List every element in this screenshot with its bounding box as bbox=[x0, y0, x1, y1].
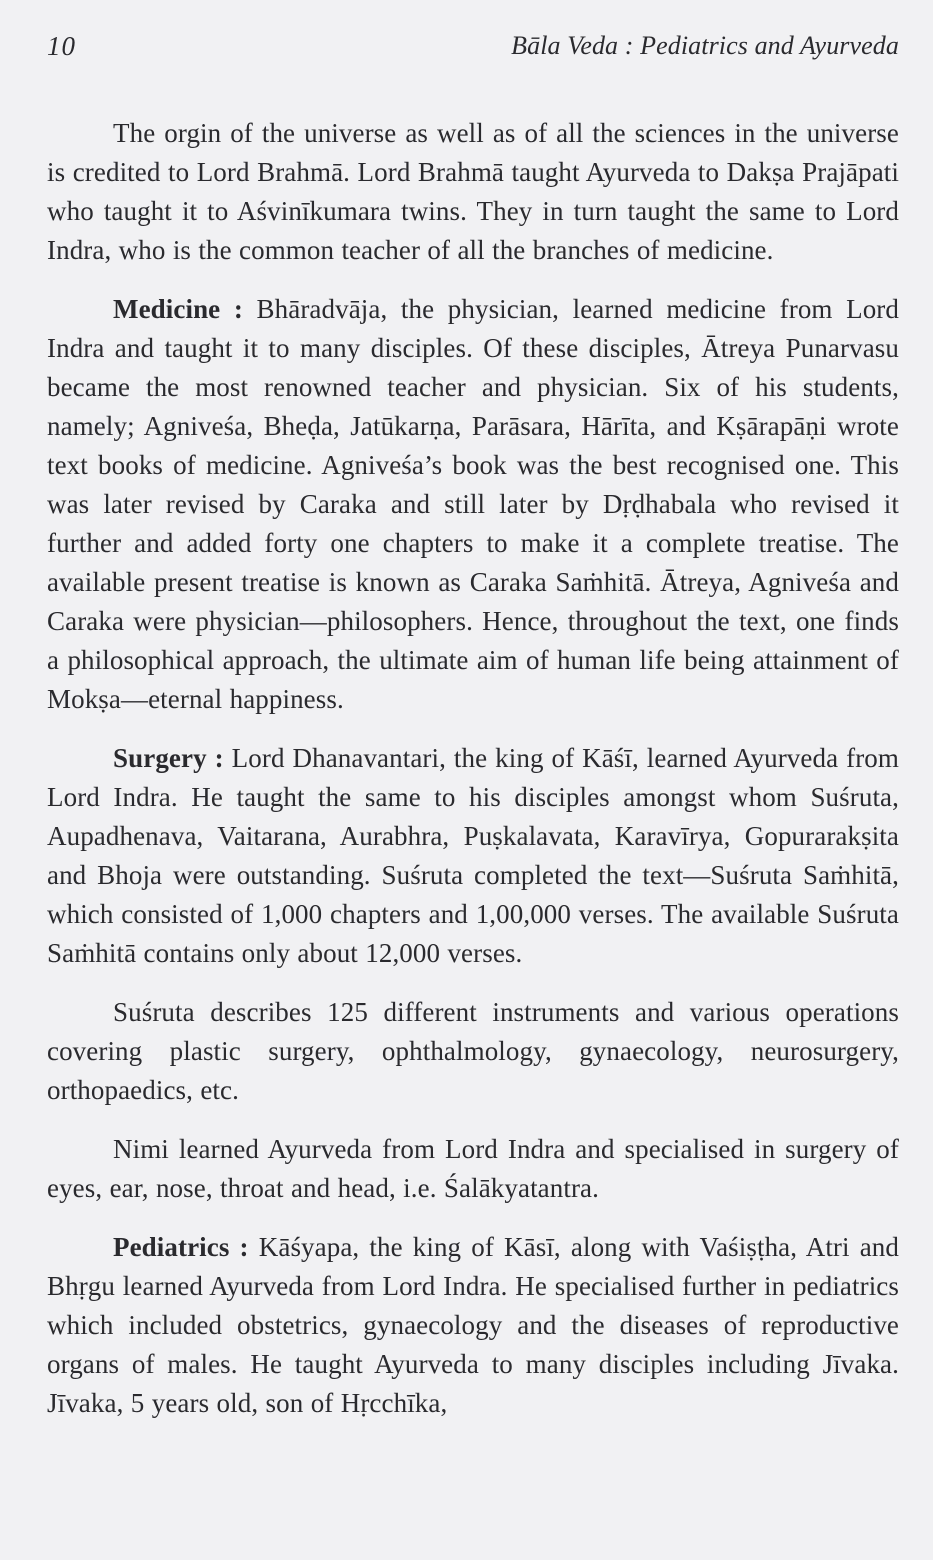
paragraph-medicine bbox=[47, 290, 899, 719]
paragraph-text: Bhāradvāja, the physician, learned medicine from Lord Indra and taught it to many disciples. Of these disciples, Ātreya Punarvasu became the most renowned teacher and physician. Six of his students, namely; Agniveśa, Bheḍa, Jatūkarṇa, Parāsara, Hārīta, and Kṣārapāṇi wrote text books of medicine. Agniveśa’s book was the best recognised one. This was later revised by Caraka and still later by Dṛḍhabala who revised it further and added forty one chapters to make it a complete treatise. The available present treatise is known as Caraka Saṁhitā. Ātreya, Agniveśa and Caraka were physician—philosophers. Hence, throughout the text, one finds a philosophical approach, the ultimate aim of human life being attainment of Mokṣa—eternal happiness. bbox=[47, 294, 899, 714]
book-page bbox=[47, 24, 899, 1544]
running-title: Bāla Veda : Pediatrics and Ayurveda bbox=[511, 31, 899, 60]
section-heading-surgery: Surgery : bbox=[113, 743, 224, 773]
page-number: 10 bbox=[47, 31, 76, 61]
section-heading-pediatrics: Pediatrics : bbox=[113, 1232, 249, 1262]
paragraph-text: Kāśyapa, the king of Kāsī, along with Vaśiṣṭha, Atri and Bhṛgu learned Ayurveda from Lord Indra. He specialised further in pediatrics which included obstetrics, gynaecology and the diseases of reproductive organs of males. He taught Ayurveda to many disciples including Jīvaka. Jīvaka, 5 years old, son of Hṛcchīka, bbox=[47, 1232, 899, 1418]
paragraph-surgery bbox=[47, 739, 899, 973]
paragraph-text: The orgin of the universe as well as of all the sciences in the universe is credited to Lord Brahmā. Lord Brahmā taught Ayurveda to Dakṣa Prajāpati who taught it to Aśvinīkumara twins. They in turn taught the same to Lord Indra, who is the common teacher of all the branches of medicine. bbox=[47, 118, 899, 265]
paragraph-nimi bbox=[47, 1130, 899, 1208]
page-body bbox=[47, 114, 899, 1423]
paragraph-pediatrics bbox=[47, 1228, 899, 1423]
paragraph-origin bbox=[47, 114, 899, 270]
paragraph-text: Nimi learned Ayurveda from Lord Indra and specialised in surgery of eyes, ear, nose, throat and head, i.e. Śalākyatantra. bbox=[47, 1134, 899, 1203]
paragraph-text: Suśruta describes 125 different instruments and various operations covering plastic surgery, ophthalmology, gynaecology, neurosurgery, orthopaedics, etc. bbox=[47, 997, 899, 1105]
paragraph-instruments bbox=[47, 993, 899, 1110]
paragraph-text: Lord Dhanavantari, the king of Kāśī, learned Ayurveda from Lord Indra. He taught the same to his disciples amongst whom Suśruta, Aupadhenava, Vaitarana, Aurabhra, Puṣkalavata, Karavīrya, Gopurarakṣita and Bhoja were outstanding. Suśruta completed the text—Suśruta Saṁhitā, which consisted of 1,000 chapters and 1,00,000 verses. The available Suśruta Saṁhitā contains only about 12,000 verses. bbox=[47, 743, 899, 968]
section-heading-medicine: Medicine : bbox=[113, 294, 243, 324]
running-header bbox=[47, 24, 899, 68]
